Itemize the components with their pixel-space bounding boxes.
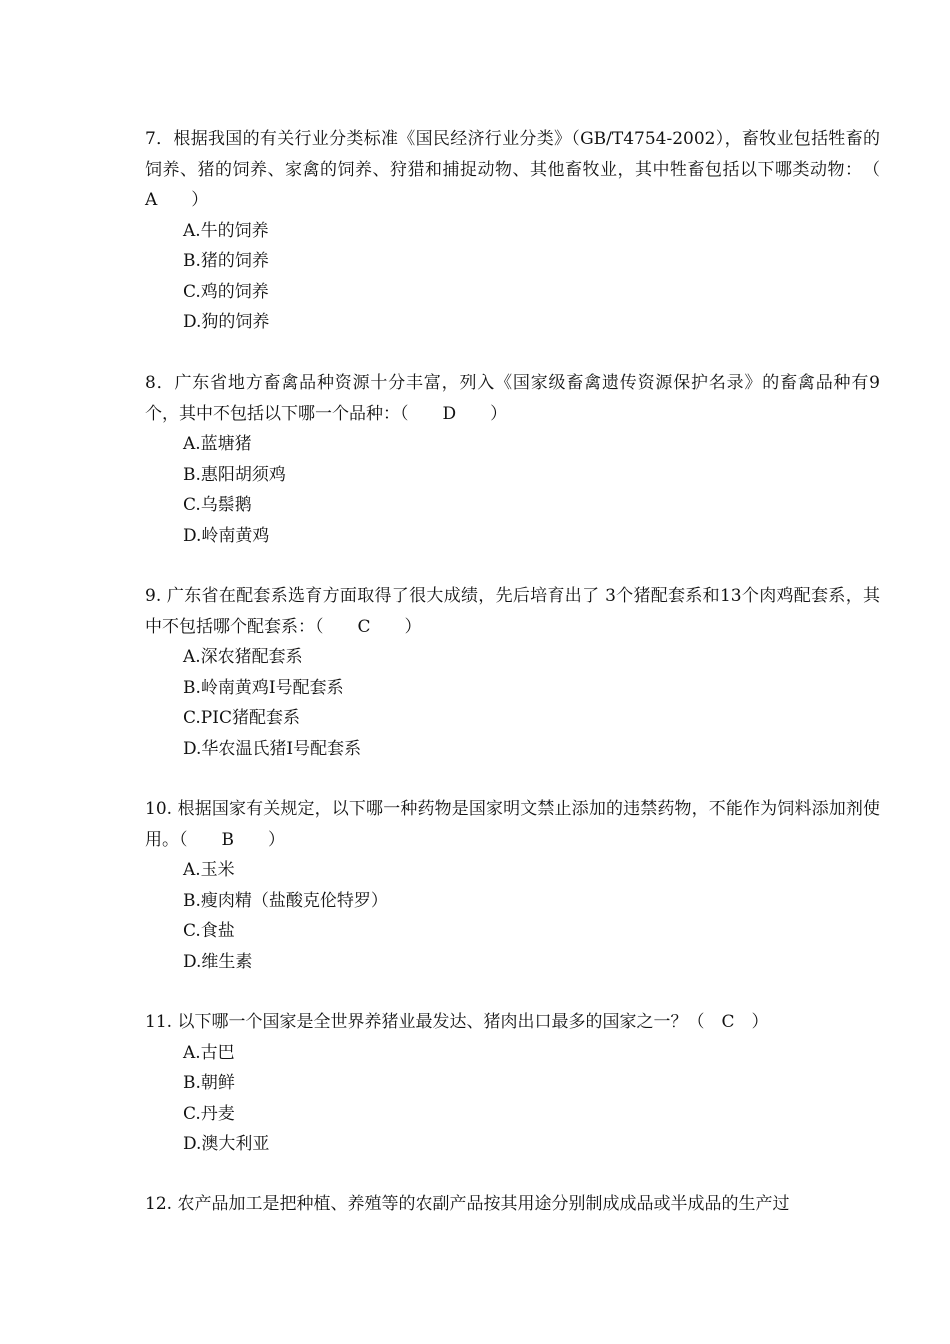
option-b: B.瘦肉精（盐酸克伦特罗） bbox=[183, 890, 388, 911]
option-a: A.古巴 bbox=[183, 1042, 235, 1063]
option-a: A.玉米 bbox=[183, 860, 235, 880]
option-c: C.丹麦 bbox=[183, 1103, 235, 1124]
option-d: D.狗的饲养 bbox=[183, 312, 270, 332]
question-12 bbox=[145, 1189, 880, 1220]
option-c: C.PIC猪配套系 bbox=[183, 708, 300, 728]
question-11 bbox=[145, 1007, 880, 1160]
option-b: B.猪的饲养 bbox=[183, 251, 269, 271]
question-stem: 8．广东省地方畜禽品种资源十分丰富，列入《国家级畜禽遗传资源保护名录》的畜禽品种有9个，其中不包括以下哪一个品种：（ D ） bbox=[145, 373, 880, 424]
option-d: D.澳大利亚 bbox=[183, 1134, 270, 1154]
option-list bbox=[145, 642, 880, 764]
question-stem: 11. 以下哪一个国家是全世界养猪业最发达、猪肉出口最多的国家之一？（ C ） bbox=[145, 1012, 769, 1032]
option-c: C.鸡的饲养 bbox=[183, 281, 269, 302]
option-list bbox=[145, 855, 880, 977]
question-7 bbox=[145, 124, 914, 338]
option-d: D.维生素 bbox=[183, 951, 253, 972]
option-d: D.岭南黄鸡 bbox=[183, 525, 270, 546]
option-b: B.朝鲜 bbox=[183, 1073, 235, 1093]
option-b: B.惠阳胡须鸡 bbox=[183, 464, 286, 485]
option-list bbox=[145, 216, 880, 338]
option-c: C.食盐 bbox=[183, 921, 235, 941]
question-stem: 10. 根据国家有关规定，以下哪一种药物是国家明文禁止添加的违禁药物，不能作为饲料添加剂使用。（ B ） bbox=[145, 799, 880, 850]
question-stem: 9. 广东省在配套系选育方面取得了很大成绩，先后培育出了 3个猪配套系和13个肉鸡配套系，其中不包括哪个配套系：（ C ） bbox=[145, 586, 880, 637]
question-stem: 7．根据我国的有关行业分类标准《国民经济行业分类》（GB/T4754-2002），畜牧业包括牲畜的饲养、猪的饲养、家禽的饲养、狩猎和捕捉动物、其他畜牧业，其中牲畜包括以下哪类动物： （ A ） bbox=[145, 129, 914, 210]
option-list bbox=[145, 1038, 880, 1160]
option-b: B.岭南黄鸡Ⅰ号配套系 bbox=[183, 677, 344, 698]
option-a: A.蓝塘猪 bbox=[183, 434, 252, 454]
option-a: A.牛的饲养 bbox=[183, 220, 269, 241]
option-c: C.乌鬃鹅 bbox=[183, 495, 252, 515]
option-list bbox=[145, 429, 880, 551]
question-9 bbox=[145, 581, 880, 764]
option-a: A.深农猪配套系 bbox=[183, 647, 303, 667]
question-8 bbox=[145, 368, 880, 551]
question-10 bbox=[145, 794, 880, 977]
option-d: D.华农温氏猪Ⅰ号配套系 bbox=[183, 738, 362, 759]
question-stem: 12. 农产品加工是把种植、养殖等的农副产品按其用途分别制成成品或半成品的生产过 bbox=[145, 1194, 790, 1214]
